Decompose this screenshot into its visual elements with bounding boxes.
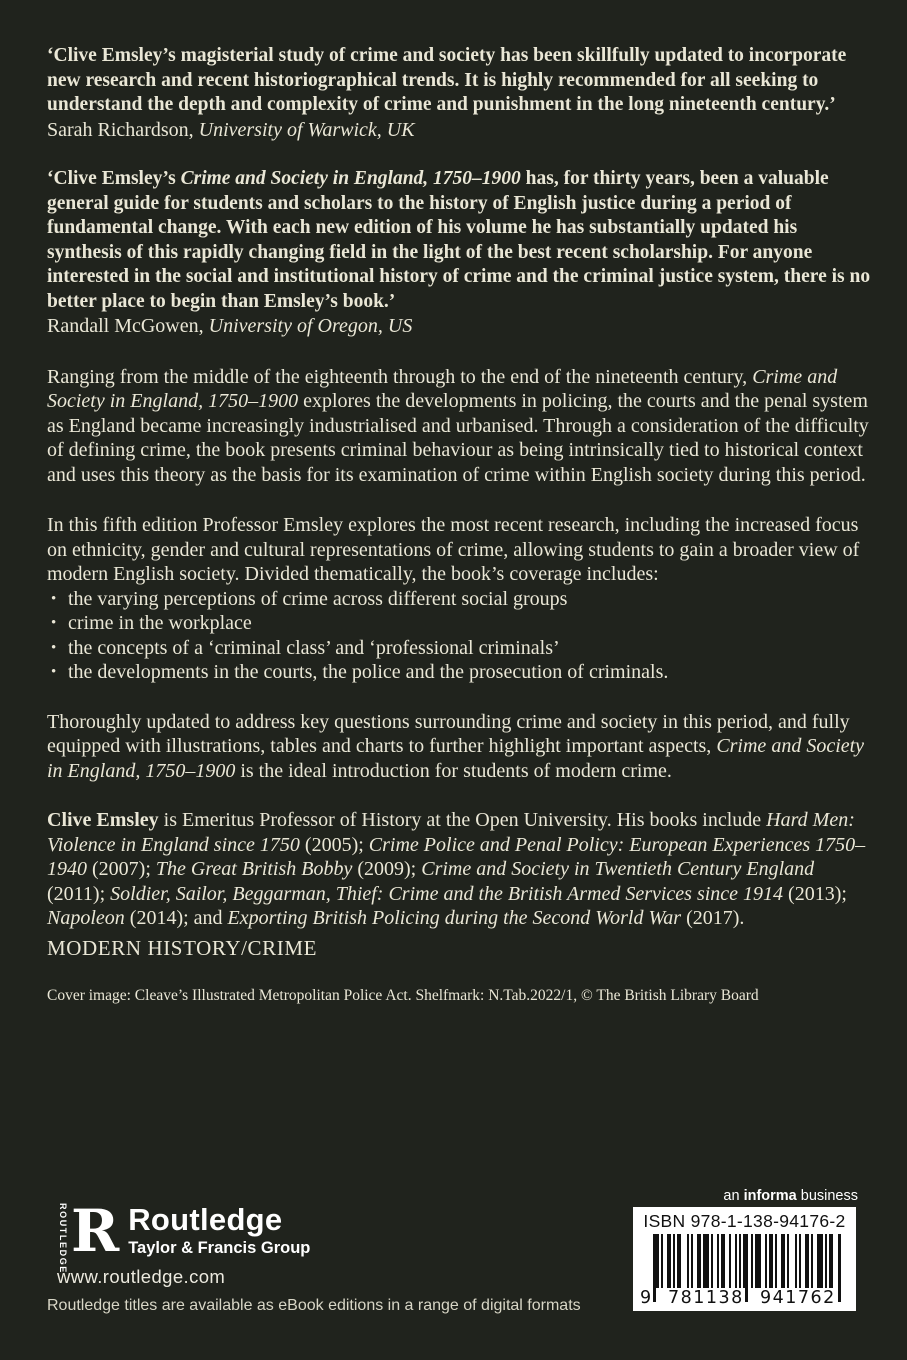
back-cover-text-column: [47, 44, 875, 1020]
ebook-availability-note: Routledge titles are available as eBook editions in a range of digital formats: [47, 1297, 581, 1314]
bullet-item: • the developments in the courts, the police and the prosecution of criminals.: [51, 661, 669, 683]
informa-brand: informa: [743, 1188, 797, 1204]
quote-block-1: [47, 44, 875, 142]
publisher-name-block: [128, 1202, 310, 1258]
quote-1-text: ‘Clive Emsley’s magisterial study of crime and society has been skillfully updated to incorporate new research and recent historiographical trends. It is highly recommended for all seeking to understand the depth and complexity of crime and punishment in the long nineteenth century.’: [47, 45, 847, 115]
routledge-logo: [55, 1197, 311, 1274]
bullet-icon: •: [51, 590, 57, 607]
publisher-website: www.routledge.com: [57, 1266, 226, 1287]
bullet-item: • crime in the workplace: [51, 612, 252, 634]
coverage-bullet-list: [47, 587, 875, 685]
publisher-group: Taylor & Francis Group: [128, 1239, 311, 1257]
bullet-icon: •: [51, 639, 57, 656]
bullet-item: • the concepts of a ‘criminal class’ and ‘professional criminals’: [51, 636, 560, 659]
quote-block-2: [47, 167, 875, 339]
overview-paragraph: Ranging from the middle of the eighteenth through to the end of the nineteenth century, Crime and Society in England, 1750–1900 explores the developments in policing, the courts and the penal system as England became increasingly industrialised and urbanised. Through a consideration of the difficulty of defining crime, the book presents criminal behaviour as being intrinsically tied to historical context and uses this theory as the basis for its examination of crime within English society during this period.: [47, 365, 869, 486]
quote-1-attribution: Sarah Richardson, University of Warwick, UK: [47, 118, 415, 141]
bullet-item: • the varying perceptions of crime across different social groups: [51, 587, 568, 610]
informa-business-tagline: an informa business: [723, 1188, 858, 1204]
edition-intro-paragraph: In this fifth edition Professor Emsley explores the most recent research, including the increased focus on ethnicity, gender and cultural representations of crime, allowing students to gain a broader view of modern English society. Divided thematically, the book’s coverage includes:: [47, 514, 860, 585]
category-label: MODERN HISTORY/CRIME: [47, 935, 318, 960]
cover-image-credit: Cover image: Cleave’s Illustrated Metropolitan Police Act. Shelfmark: N.Tab.2022/1, © The British Library Board: [47, 986, 759, 1004]
isbn-barcode-panel: [633, 1207, 856, 1311]
routledge-vertical-wordmark: ROUTLEDGE: [58, 1203, 68, 1274]
routledge-r-icon: R: [71, 1197, 120, 1265]
isbn-label: ISBN 978-1-138-94176-2: [643, 1211, 846, 1231]
publisher-name: Routledge: [128, 1202, 283, 1237]
updated-paragraph: Thoroughly updated to address key questions surrounding crime and society in this period, and fully equipped with illustrations, tables and charts to further highlight important aspects, Crime and Society in England, 1750–1900 is the ideal introduction for students of modern crime.: [47, 710, 865, 782]
bullet-icon: •: [51, 664, 57, 680]
barcode-digits: 9 781138 941762: [640, 1288, 836, 1308]
quote-2-text: ‘Clive Emsley’s Crime and Society in England, 1750–1900 has, for thirty years, been a valuable general guide for students and scholars to the history of English justice during a period of fundamental change. With each new edition of his volume he has substantially updated his synthesis of this rapidly changing field in the light of the best recent scholarship. For anyone interested in the social and institutional history of crime and the criminal justice system, there is no better place to begin than Emsley’s book.’: [47, 168, 871, 312]
quote-2-attribution: Randall McGowen, University of Oregon, US: [47, 315, 413, 337]
author-bio-paragraph: Clive Emsley is Emeritus Professor of History at the Open University. His books include Hard Men: Violence in England since 1750 (2005); Crime Police and Penal Policy: European Experiences 1750–1940 (2007); The Great British Bobby (2009); Crime and Society in Twentieth Century England (2011); Soldier, Sailor, Beggarman, Thief: Crime and the British Armed Services since 1914 (2013); Napoleon (2014); and Exporting British Policing during the Second World War (2017).: [47, 809, 866, 929]
bullet-icon: •: [51, 615, 57, 631]
